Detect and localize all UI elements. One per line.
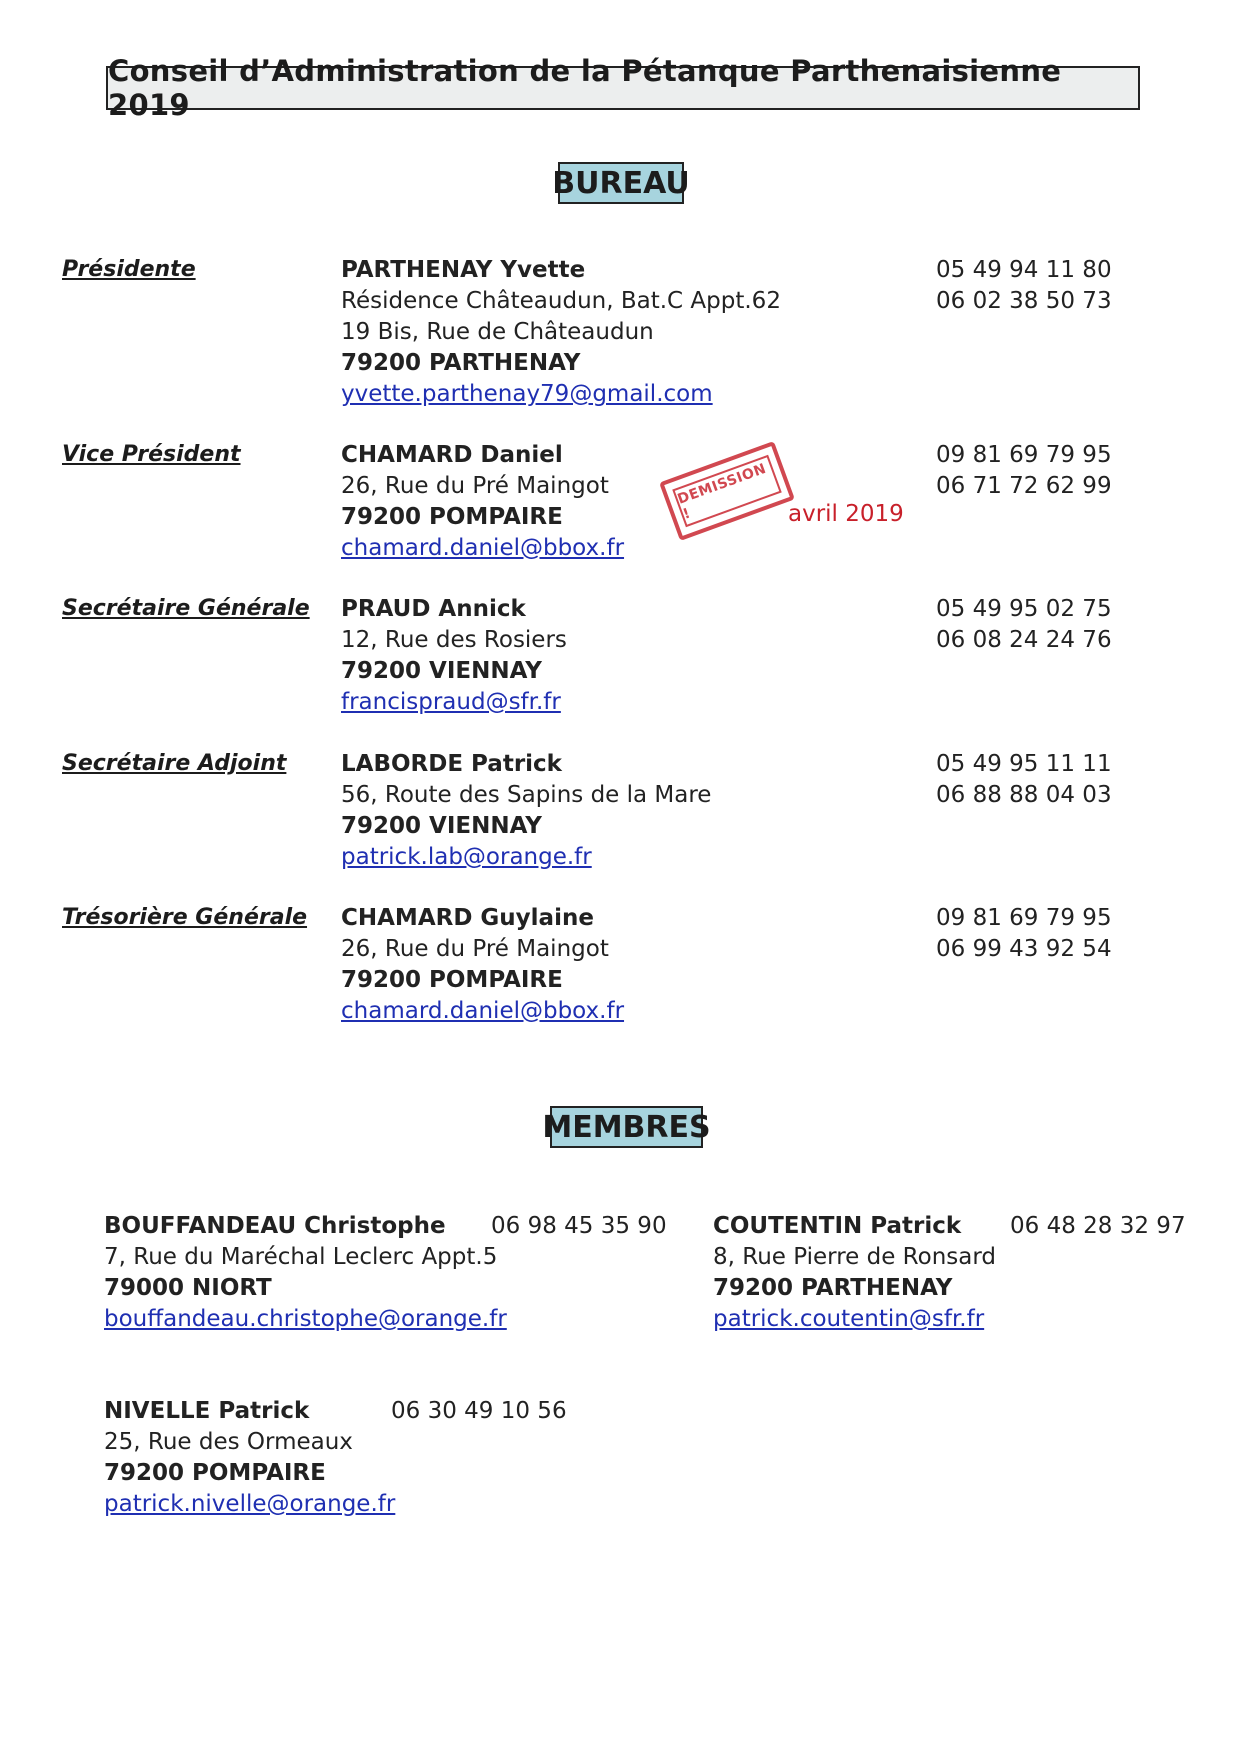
address-line: 26, Rue du Pré Maingot	[341, 936, 609, 962]
phones-tresoriere-generale	[936, 903, 1112, 965]
document-title: Conseil d’Administration de la Pétanque Parthenaisienne 2019	[106, 66, 1140, 110]
address-line: 56, Route des Sapins de la Mare	[341, 782, 712, 808]
city-line: 79000 NIORT	[104, 1275, 272, 1301]
member-name: PRAUD Annick	[341, 596, 526, 622]
role-secretaire-generale: Secrétaire Générale	[62, 596, 310, 621]
phone-number: 09 81 69 79 95	[936, 442, 1112, 468]
email-link[interactable]: francispraud@sfr.fr	[341, 689, 561, 715]
member-nivelle	[104, 1396, 395, 1520]
phone-number: 06 08 24 24 76	[936, 627, 1112, 653]
member-coutentin	[713, 1211, 996, 1335]
address-line: 8, Rue Pierre de Ronsard	[713, 1244, 996, 1270]
membres-heading: MEMBRES	[550, 1106, 703, 1148]
phone-number: 06 30 49 10 56	[391, 1398, 567, 1424]
member-name: CHAMARD Daniel	[341, 442, 563, 468]
city-line: 79200 VIENNAY	[341, 813, 542, 839]
phone-number: 06 99 43 92 54	[936, 936, 1112, 962]
email-link[interactable]: yvette.parthenay79@gmail.com	[341, 381, 713, 407]
city-line: 79200 POMPAIRE	[104, 1460, 326, 1486]
phone-number: 09 81 69 79 95	[936, 905, 1112, 931]
member-name: NIVELLE Patrick	[104, 1398, 310, 1424]
phone-number: 06 98 45 35 90	[491, 1213, 667, 1239]
address-line: 25, Rue des Ormeaux	[104, 1429, 353, 1455]
member-name: LABORDE Patrick	[341, 751, 562, 777]
member-name: BOUFFANDEAU Christophe	[104, 1213, 446, 1239]
demission-stamp	[659, 441, 795, 541]
email-link[interactable]: patrick.nivelle@orange.fr	[104, 1491, 396, 1517]
city-line: 79200 PARTHENAY	[713, 1275, 953, 1301]
contact-secretaire-adjoint	[341, 749, 711, 873]
phone-number: 06 88 88 04 03	[936, 782, 1112, 808]
phone-number: 06 48 28 32 97	[1010, 1213, 1186, 1239]
email-link[interactable]: chamard.daniel@bbox.fr	[341, 998, 625, 1024]
phones-presidente	[936, 255, 1112, 317]
member-name: COUTENTIN Patrick	[713, 1213, 962, 1239]
bureau-heading: BUREAU	[558, 162, 684, 204]
phone-number: 06 02 38 50 73	[936, 288, 1112, 314]
email-link[interactable]: patrick.lab@orange.fr	[341, 844, 592, 870]
contact-secretaire-generale	[341, 594, 567, 718]
address-line: 7, Rue du Maréchal Leclerc Appt.5	[104, 1244, 498, 1270]
address-line: Résidence Châteaudun, Bat.C Appt.62	[341, 288, 781, 314]
role-presidente: Présidente	[62, 257, 196, 282]
phones-secretaire-adjoint	[936, 749, 1112, 811]
city-line: 79200 PARTHENAY	[341, 350, 581, 376]
member-name: PARTHENAY Yvette	[341, 257, 586, 283]
phones-vice-president	[936, 440, 1112, 502]
contact-tresoriere-generale	[341, 903, 624, 1027]
phone-number: 06 71 72 62 99	[936, 473, 1112, 499]
city-line: 79200 VIENNAY	[341, 658, 542, 684]
member-name: CHAMARD Guylaine	[341, 905, 594, 931]
contact-presidente	[341, 255, 781, 410]
phone-number: 05 49 95 02 75	[936, 596, 1112, 622]
email-link[interactable]: chamard.daniel@bbox.fr	[341, 535, 625, 561]
email-link[interactable]: patrick.coutentin@sfr.fr	[713, 1306, 985, 1332]
phones-secretaire-generale	[936, 594, 1112, 656]
contact-vice-president	[341, 440, 624, 564]
phone-number: 05 49 94 11 80	[936, 257, 1112, 283]
address-line: 19 Bis, Rue de Châteaudun	[341, 319, 654, 345]
address-line: 12, Rue des Rosiers	[341, 627, 567, 653]
email-link[interactable]: bouffandeau.christophe@orange.fr	[104, 1306, 507, 1332]
role-vice-president: Vice Président	[62, 442, 241, 467]
resignation-date-note: avril 2019	[788, 501, 904, 527]
phone-number: 05 49 95 11 11	[936, 751, 1112, 777]
address-line: 26, Rue du Pré Maingot	[341, 473, 609, 499]
city-line: 79200 POMPAIRE	[341, 967, 563, 993]
role-secretaire-adjoint: Secrétaire Adjoint	[62, 751, 287, 776]
member-bouffandeau	[104, 1211, 507, 1335]
demission-stamp-text: DEMISSION !	[672, 455, 782, 527]
city-line: 79200 POMPAIRE	[341, 504, 563, 530]
role-tresoriere-generale: Trésorière Générale	[62, 905, 308, 930]
